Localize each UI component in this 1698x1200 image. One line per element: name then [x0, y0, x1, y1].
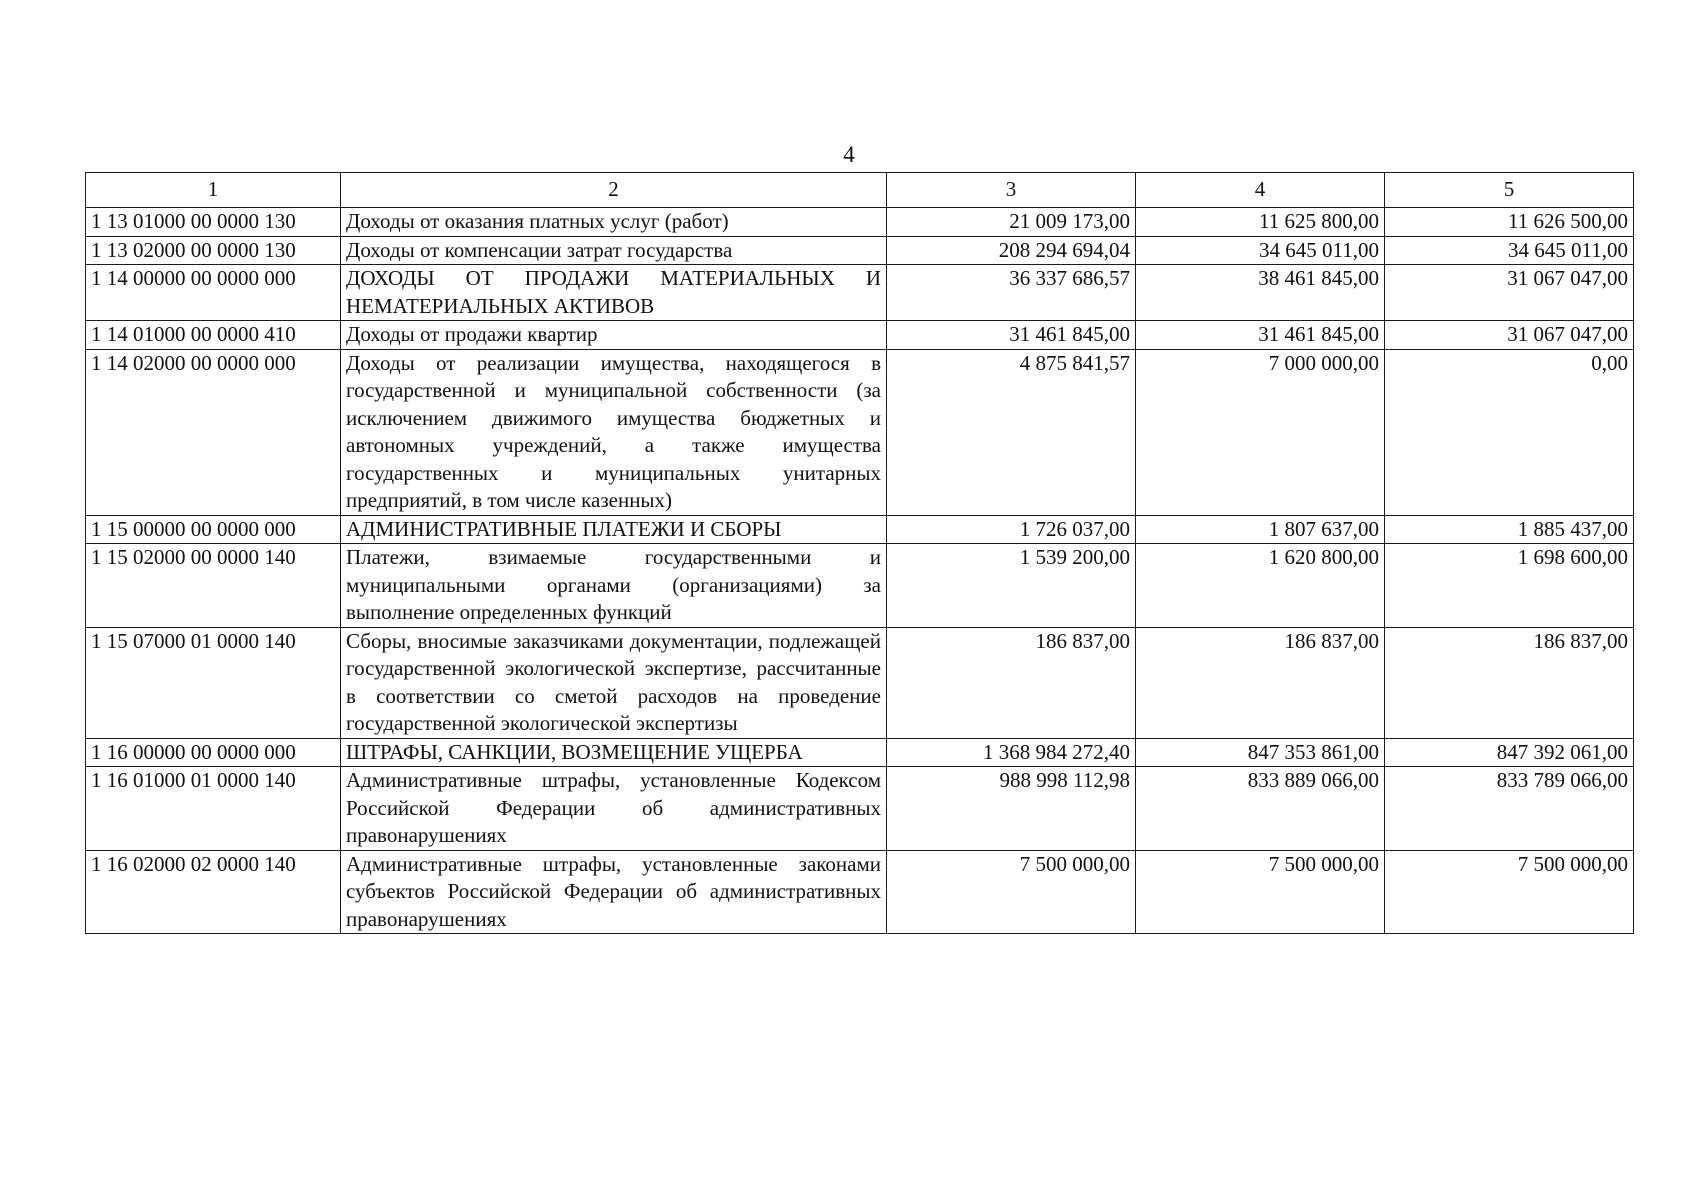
row-value-col4: 38 461 845,00: [1136, 265, 1385, 321]
row-value-col5: 0,00: [1385, 349, 1634, 515]
row-name: Доходы от реализации имущества, находящегося в государственной и муниципальной собственности (за исключением движимого имущества бюджетных и автономных учреждений, а также имущества государственных и муниципальных унитарных предприятий, в том числе казенных): [341, 349, 887, 515]
row-name: Сборы, вносимые заказчиками документации, подлежащей государственной экологической экспертизе, рассчитанные в соответствии со сметой расходов на проведение государственной экологической экспертизы: [341, 627, 887, 738]
table-row: [86, 767, 1634, 851]
row-name: Доходы от компенсации затрат государства: [341, 236, 887, 265]
row-value-col4: 847 353 861,00: [1136, 738, 1385, 767]
row-code: 1 15 07000 01 0000 140: [86, 627, 341, 738]
row-value-col5: 31 067 047,00: [1385, 265, 1634, 321]
header-col-5: 5: [1385, 173, 1634, 208]
row-value-col4: 1 807 637,00: [1136, 515, 1385, 544]
row-value-col5: 1 698 600,00: [1385, 544, 1634, 628]
row-value-col4: 186 837,00: [1136, 627, 1385, 738]
row-value-col5: 1 885 437,00: [1385, 515, 1634, 544]
header-col-2: 2: [341, 173, 887, 208]
row-value-col3: 208 294 694,04: [887, 236, 1136, 265]
row-value-col5: 833 789 066,00: [1385, 767, 1634, 851]
row-value-col3: 21 009 173,00: [887, 208, 1136, 237]
row-code: 1 14 00000 00 0000 000: [86, 265, 341, 321]
table-body: [86, 208, 1634, 934]
row-name: Административные штрафы, установленные законами субъектов Российской Федерации об административных правонарушениях: [341, 850, 887, 934]
row-name: ДОХОДЫ ОТ ПРОДАЖИ МАТЕРИАЛЬНЫХ И НЕМАТЕРИАЛЬНЫХ АКТИВОВ: [341, 265, 887, 321]
table-row: [86, 738, 1634, 767]
row-value-col3: 7 500 000,00: [887, 850, 1136, 934]
row-value-col5: 7 500 000,00: [1385, 850, 1634, 934]
table-row: [86, 236, 1634, 265]
row-value-col3: 31 461 845,00: [887, 321, 1136, 350]
row-value-col5: 847 392 061,00: [1385, 738, 1634, 767]
row-value-col4: 1 620 800,00: [1136, 544, 1385, 628]
table-row: [86, 850, 1634, 934]
row-name: Административные штрафы, установленные Кодексом Российской Федерации об административных правонарушениях: [341, 767, 887, 851]
row-value-col4: 7 000 000,00: [1136, 349, 1385, 515]
row-code: 1 15 02000 00 0000 140: [86, 544, 341, 628]
table-header: [86, 173, 1634, 208]
page-number: 4: [843, 142, 855, 167]
header-col-1: 1: [86, 173, 341, 208]
table-row: [86, 321, 1634, 350]
table-row: [86, 544, 1634, 628]
row-value-col5: 186 837,00: [1385, 627, 1634, 738]
row-code: 1 15 00000 00 0000 000: [86, 515, 341, 544]
row-value-col4: 11 625 800,00: [1136, 208, 1385, 237]
row-value-col3: 4 875 841,57: [887, 349, 1136, 515]
row-code: 1 16 00000 00 0000 000: [86, 738, 341, 767]
row-code: 1 16 01000 01 0000 140: [86, 767, 341, 851]
row-code: 1 13 02000 00 0000 130: [86, 236, 341, 265]
row-code: 1 13 01000 00 0000 130: [86, 208, 341, 237]
row-name: АДМИНИСТРАТИВНЫЕ ПЛАТЕЖИ И СБОРЫ: [341, 515, 887, 544]
row-value-col3: 186 837,00: [887, 627, 1136, 738]
row-value-col5: 31 067 047,00: [1385, 321, 1634, 350]
table-row: [86, 265, 1634, 321]
header-row: [86, 173, 1634, 208]
row-value-col3: 36 337 686,57: [887, 265, 1136, 321]
budget-revenue-table: [85, 172, 1634, 934]
row-value-col4: 833 889 066,00: [1136, 767, 1385, 851]
row-value-col4: 31 461 845,00: [1136, 321, 1385, 350]
table-row: [86, 208, 1634, 237]
table-row: [86, 627, 1634, 738]
table-row: [86, 349, 1634, 515]
row-value-col4: 34 645 011,00: [1136, 236, 1385, 265]
row-value-col3: 1 539 200,00: [887, 544, 1136, 628]
header-col-4: 4: [1136, 173, 1385, 208]
row-code: 1 14 01000 00 0000 410: [86, 321, 341, 350]
row-value-col3: 1 368 984 272,40: [887, 738, 1136, 767]
row-code: 1 14 02000 00 0000 000: [86, 349, 341, 515]
row-name: ШТРАФЫ, САНКЦИИ, ВОЗМЕЩЕНИЕ УЩЕРБА: [341, 738, 887, 767]
row-value-col4: 7 500 000,00: [1136, 850, 1385, 934]
row-name: Доходы от продажи квартир: [341, 321, 887, 350]
row-value-col3: 988 998 112,98: [887, 767, 1136, 851]
row-value-col5: 11 626 500,00: [1385, 208, 1634, 237]
table-row: [86, 515, 1634, 544]
header-col-3: 3: [887, 173, 1136, 208]
row-name: Доходы от оказания платных услуг (работ): [341, 208, 887, 237]
row-name: Платежи, взимаемые государственными и муниципальными органами (организациями) за выполнение определенных функций: [341, 544, 887, 628]
row-value-col3: 1 726 037,00: [887, 515, 1136, 544]
row-code: 1 16 02000 02 0000 140: [86, 850, 341, 934]
row-value-col5: 34 645 011,00: [1385, 236, 1634, 265]
